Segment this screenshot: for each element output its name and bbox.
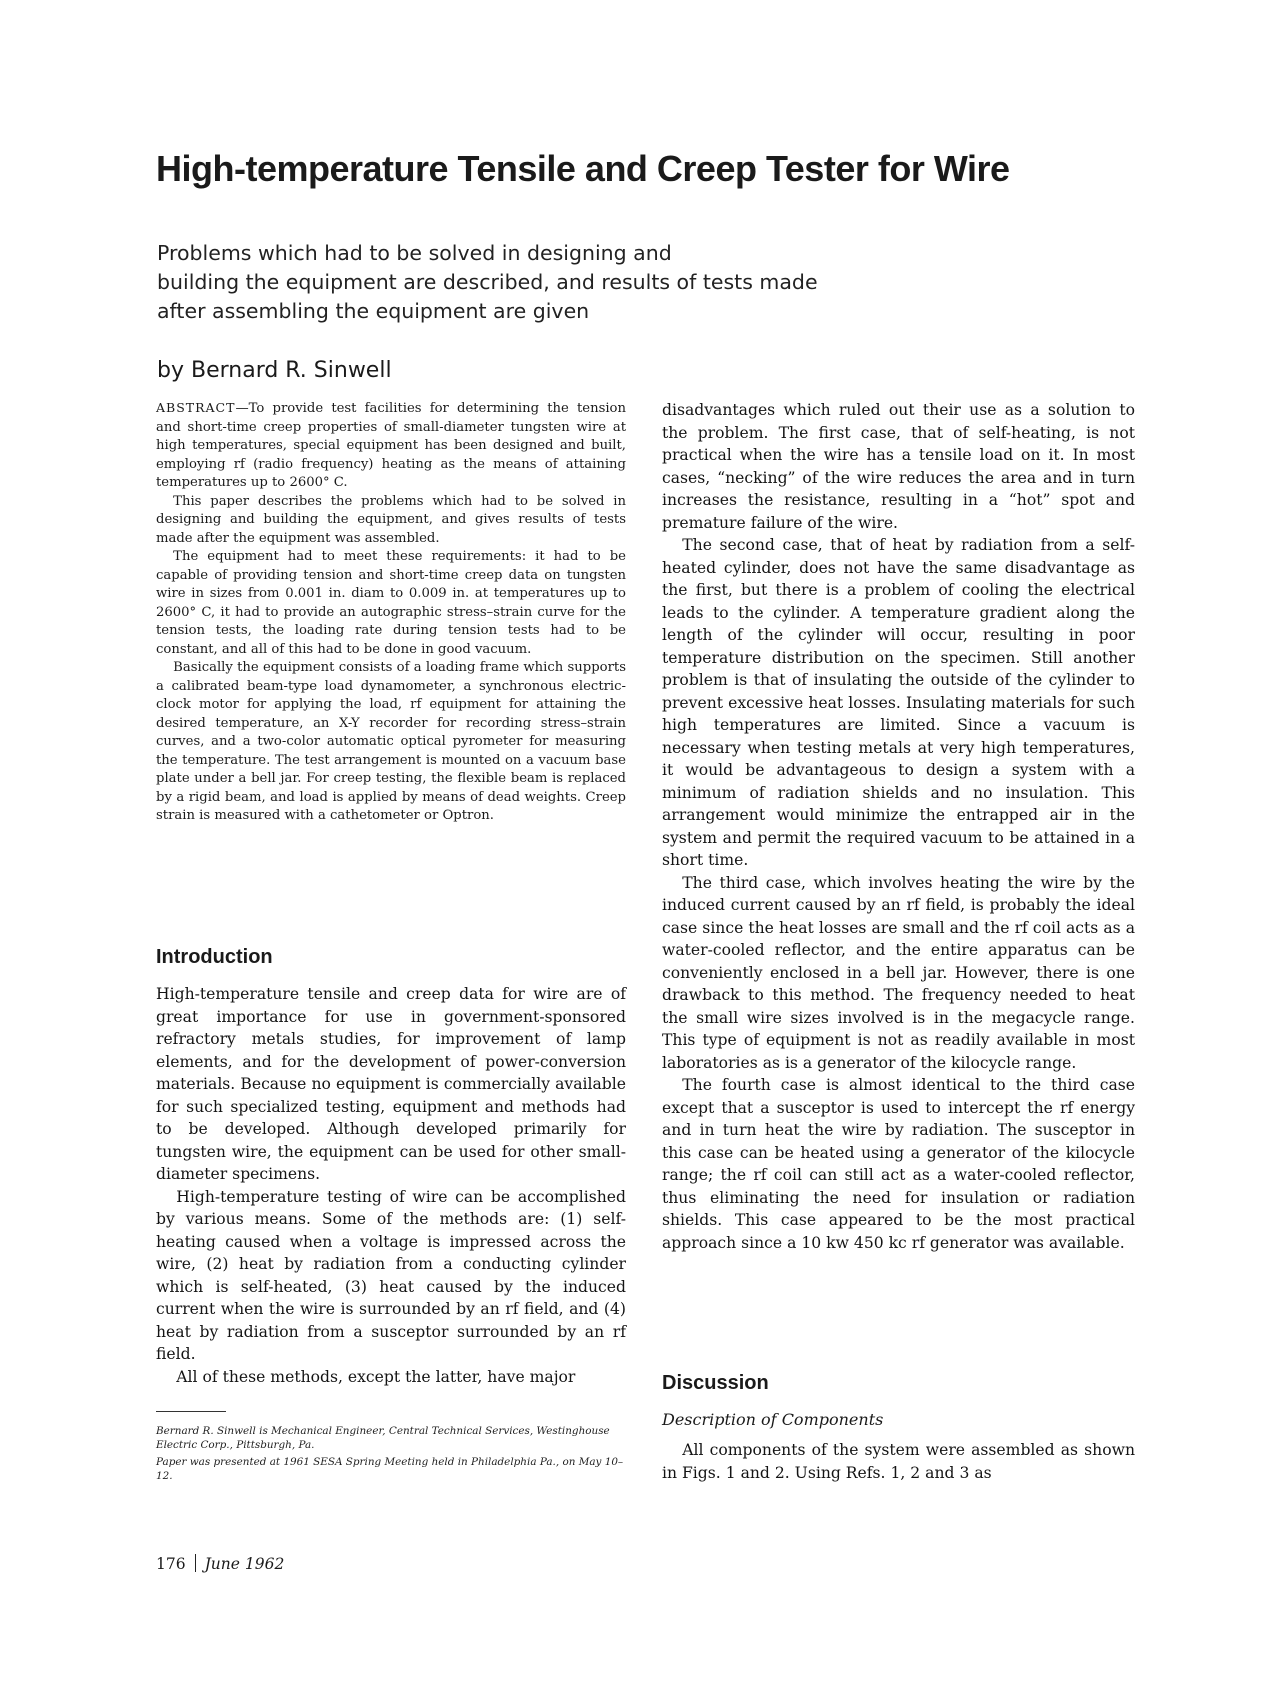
page-folio	[156, 1554, 284, 1573]
footnote-rule	[156, 1411, 226, 1412]
abstract	[156, 399, 626, 826]
body-paragraph: The second case, that of heat by radiation from a self-heated cylinder, does not have the same disadvantage as the first, but there is a problem of cooling the electrical leads to the cylinder. A temperature gradient along the length of the cylinder will occur, resulting in poor temperature distribution on the specimen. Still another problem is that of insulating the outside of the cylinder to prevent excessive heat losses. Insulating materials for such high temperatures are limited. Since a vacuum is necessary when testing metals at very high temperatures, it would be advantageous to design a system with a minimum of radiation shields and no insulation. This arrangement would minimize the entrapped air in the system and permit the required vacuum to be attained in a short time.	[662, 536, 1135, 869]
body-paragraph: All components of the system were assembled as shown in Figs. 1 and 2. Using Refs. 1, 2 and 3 as	[662, 1441, 1135, 1482]
introduction-text	[156, 983, 626, 1388]
author-byline: by Bernard R. Sinwell	[157, 358, 392, 383]
subtitle-line: after assembling the equipment are given	[157, 299, 590, 323]
body-paragraph: High-temperature testing of wire can be accomplished by various means. Some of the methods are: (1) self-heating caused when a voltage is impressed across the wire, (2) heat by radiation from a conducting cylinder which is self-heated, (3) heat caused by the induced current when the wire is surrounded by an rf field, and (4) heat by radiation from a susceptor surrounded by an rf field.	[156, 1187, 626, 1363]
subsection-heading: Description of Components	[662, 1410, 884, 1429]
body-paragraph: All of these methods, except the latter, have major	[176, 1367, 576, 1386]
abstract-text: —To provide test facilities for determining the tension and short-time creep properties of small-diameter tungsten wire at high temperatures, special equipment has been designed and built, employing rf (radio frequency) heating as the means of attaining temperatures up to 2600° C.	[156, 401, 626, 490]
issue-date: June 1962	[204, 1555, 285, 1573]
footnote-author: Bernard R. Sinwell is Mechanical Engineer, Central Technical Services, Westinghouse Electric Corp., Pittsburgh, Pa.	[156, 1425, 610, 1451]
methods-text	[662, 399, 1135, 1254]
abstract-label: ABSTRACT	[156, 400, 236, 415]
body-paragraph: The third case, which involves heating the wire by the induced current caused by an rf field, is probably the ideal case since the heat losses are small and the rf coil acts as a water-cooled reflector, and the entire apparatus can be conveniently enclosed in a bell jar. However, there is one drawback to this method. The frequency needed to heat the small wire sizes involved is in the megacycle range. This type of equipment is not as readily available in most laboratories as is a generator of the kilocycle range.	[662, 873, 1135, 1072]
body-paragraph: High-temperature tensile and creep data for wire are of great importance for use in government-sponsored refractory metals studies, for improvement of lamp elements, and for the development of power-conversion materials. Because no equipment is commercially available for such specialized testing, equipment and methods had to be developed. Although developed primarily for tungsten wire, the equipment can be used for other small-diameter specimens.	[156, 985, 626, 1183]
footnotes	[156, 1424, 626, 1486]
folio-divider	[195, 1554, 196, 1572]
article-title: High-temperature Tensile and Creep Tester for Wire	[156, 148, 1010, 189]
section-heading-introduction: Introduction	[156, 946, 273, 968]
subtitle-line: building the equipment are described, and results of tests made	[157, 270, 818, 294]
abstract-paragraph: The equipment had to meet these requirements: it had to be capable of providing tension and short-time creep data on tungsten wire in sizes from 0.001 in. diam to 0.009 in. at temperatures up to 2600° C, it had to provide an autographic stress–strain curve for the tension tests, the loading rate during tension tests had to be constant, and all of this had to be done in good vacuum.	[156, 549, 626, 657]
abstract-paragraph: Basically the equipment consists of a loading frame which supports a calibrated beam-type load dynamometer, a synchronous electric-clock motor for applying the load, rf equipment for attaining the desired temperature, an X-Y recorder for recording stress–strain curves, and a two-color automatic optical pyrometer for measuring the temperature. The test arrangement is mounted on a vacuum base plate under a bell jar. For creep testing, the flexible beam is replaced by a rigid beam, and load is applied by means of dead weights. Creep strain is measured with a cathetometer or Optron.	[156, 660, 626, 823]
components-text	[662, 1439, 1135, 1484]
abstract-paragraph: This paper describes the problems which had to be solved in designing and building the equipment, and gives results of tests made after the equipment was assembled.	[156, 493, 626, 546]
body-paragraph: disadvantages which ruled out their use as a solution to the problem. The first case, that of self-heating, is not practical when the wire has a tensile load on it. In most cases, “necking” of the wire reduces the area and in turn increases the resistance, resulting in a “hot” spot and premature failure of the wire.	[662, 401, 1135, 532]
article-subtitle	[157, 239, 857, 326]
footnote-presentation: Paper was presented at 1961 SESA Spring Meeting held in Philadelphia Pa., on May 10–12.	[156, 1456, 624, 1482]
body-paragraph: The fourth case is almost identical to the third case except that a susceptor is used to intercept the rf energy and in turn heat the wire by radiation. The susceptor in this case can be heated using a generator of the kilocycle range; the rf coil can still act as a water-cooled reflector, thus eliminating the need for insulation or radiation shields. This case appeared to be the most practical approach since a 10 kw 450 kc rf generator was available.	[662, 1076, 1135, 1252]
page-number: 176	[156, 1555, 186, 1573]
abstract-paragraph	[156, 399, 626, 493]
subtitle-line: Problems which had to be solved in designing and	[157, 241, 672, 265]
section-heading-discussion: Discussion	[662, 1372, 769, 1394]
